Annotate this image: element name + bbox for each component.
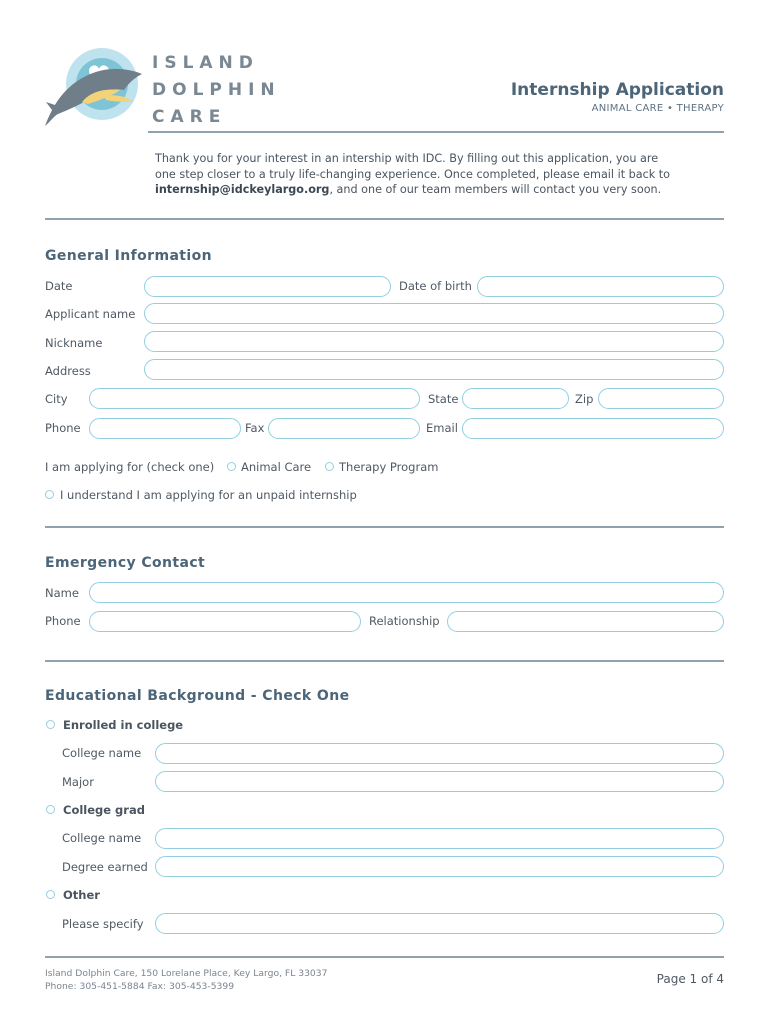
- major-field[interactable]: [155, 771, 724, 792]
- college-name-field[interactable]: [155, 743, 724, 764]
- zip-label: Zip: [575, 392, 594, 406]
- state-field[interactable]: [462, 388, 569, 409]
- address-label: Address: [45, 364, 91, 378]
- emergency-name-label: Name: [45, 586, 79, 600]
- address-field[interactable]: [144, 359, 724, 380]
- brand-line-3: CARE: [152, 107, 227, 127]
- applying-for-label: I am applying for (check one): [45, 460, 215, 474]
- emergency-phone-field[interactable]: [89, 611, 361, 632]
- page-number: Page 1 of 4: [656, 972, 724, 986]
- applicant-name-field[interactable]: [144, 303, 724, 324]
- city-label: City: [45, 392, 68, 406]
- nickname-label: Nickname: [45, 336, 103, 350]
- intro-line-1: Thank you for your interest in an intership with IDC. By filling out this application, you are: [155, 152, 659, 165]
- college-name-label: College name: [62, 746, 142, 760]
- therapy-program-radio[interactable]: [325, 462, 334, 471]
- intro-line-3-text: , and one of our team members will contact you very soon.: [329, 183, 662, 196]
- phone-field[interactable]: [89, 418, 241, 439]
- email-label: Email: [426, 421, 458, 435]
- intro-line-3: [155, 182, 695, 198]
- fax-label: Fax: [245, 421, 265, 435]
- state-label: State: [428, 392, 459, 406]
- unpaid-internship-checkbox[interactable]: [45, 490, 54, 499]
- city-field[interactable]: [89, 388, 420, 409]
- section-divider: [45, 218, 724, 220]
- document-subtitle: ANIMAL CARE • THERAPY: [591, 103, 724, 114]
- animal-care-radio[interactable]: [227, 462, 236, 471]
- intro-line-2: one step closer to a truly life-changing experience. Once completed, please email it back to: [155, 167, 671, 181]
- intro-paragraph: [155, 151, 695, 198]
- phone-label: Phone: [45, 421, 81, 435]
- zip-field[interactable]: [598, 388, 724, 409]
- fax-field[interactable]: [268, 418, 420, 439]
- emergency-name-field[interactable]: [89, 582, 724, 603]
- applicant-name-label: Applicant name: [45, 307, 136, 321]
- other-label: Other: [63, 888, 100, 902]
- specify-field[interactable]: [155, 913, 724, 934]
- section-divider: [45, 660, 724, 662]
- specify-label: Please specify: [62, 917, 144, 931]
- brand-line-2: DOLPHIN: [152, 80, 281, 100]
- email-field[interactable]: [462, 418, 724, 439]
- document-header: [511, 80, 724, 114]
- dolphin-logo: [42, 44, 154, 132]
- footer-address: Island Dolphin Care, 150 Lorelane Place, Key Largo, FL 33037: [45, 968, 328, 979]
- grad-college-name-label: College name: [62, 831, 142, 845]
- section-title-emergency: Emergency Contact: [45, 555, 206, 571]
- animal-care-label: Animal Care: [241, 460, 312, 474]
- emergency-phone-label: Phone: [45, 614, 81, 628]
- college-grad-label: College grad: [63, 803, 145, 817]
- dob-field[interactable]: [477, 276, 724, 297]
- brand-line-1: ISLAND: [152, 53, 259, 73]
- brand-name: [152, 50, 281, 131]
- header-divider: [148, 131, 724, 133]
- intro-email: internship@idckeylargo.org: [155, 183, 330, 196]
- major-label: Major: [62, 775, 94, 789]
- other-radio[interactable]: [46, 890, 55, 899]
- college-grad-radio[interactable]: [46, 805, 55, 814]
- footer-contact: [45, 967, 327, 993]
- enrolled-label: Enrolled in college: [63, 718, 184, 732]
- document-title: Internship Application: [510, 80, 724, 100]
- section-title-general: General Information: [45, 248, 212, 264]
- therapy-program-label: Therapy Program: [339, 460, 439, 474]
- nickname-field[interactable]: [144, 331, 724, 352]
- dob-label: Date of birth: [399, 279, 472, 293]
- relationship-field[interactable]: [447, 611, 724, 632]
- footer-phone: Phone: 305-451-5884 Fax: 305-453-5399: [45, 981, 235, 992]
- grad-college-name-field[interactable]: [155, 828, 724, 849]
- degree-label: Degree earned: [62, 860, 148, 874]
- footer-divider: [45, 956, 724, 958]
- unpaid-internship-label: I understand I am applying for an unpaid internship: [60, 488, 357, 502]
- relationship-label: Relationship: [369, 614, 440, 628]
- section-divider: [45, 526, 724, 528]
- degree-field[interactable]: [155, 856, 724, 877]
- date-field[interactable]: [144, 276, 391, 297]
- date-label: Date: [45, 279, 73, 293]
- section-title-education: Educational Background - Check One: [45, 688, 350, 704]
- enrolled-radio[interactable]: [46, 720, 55, 729]
